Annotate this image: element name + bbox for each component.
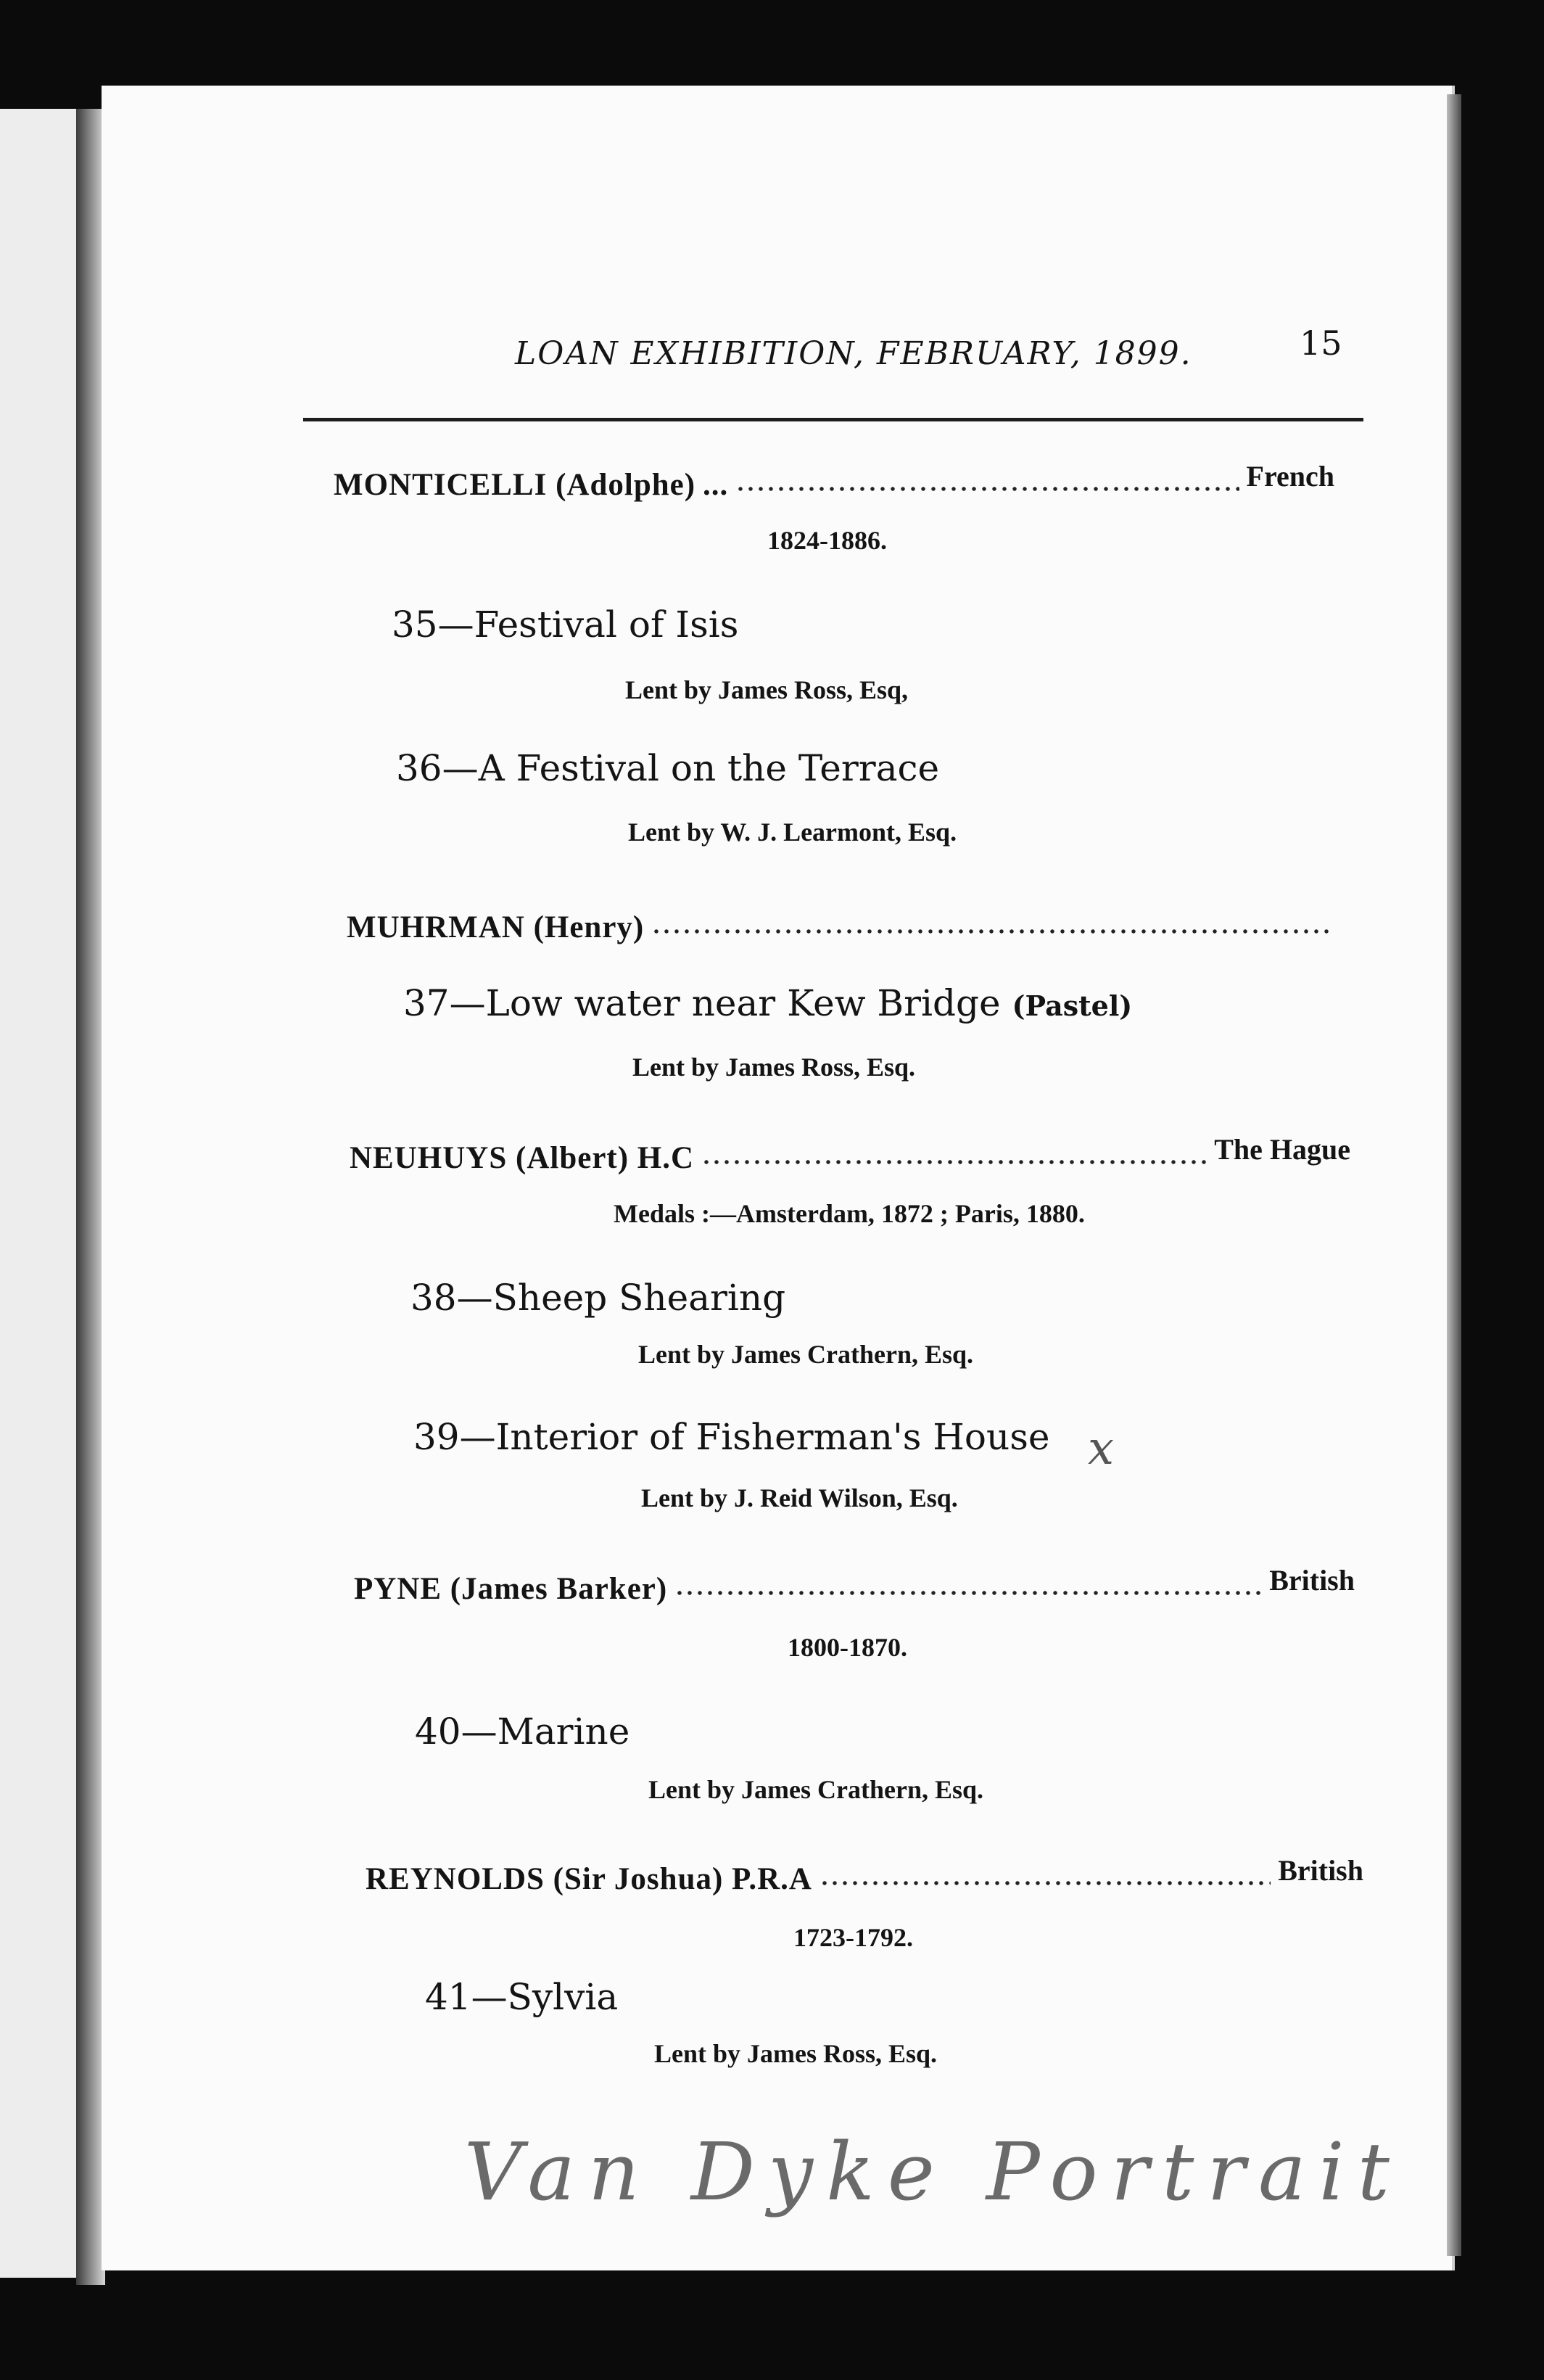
artist-name: PYNE (James Barker): [354, 1572, 668, 1606]
work-title: 41—Sylvia: [425, 1976, 619, 2018]
artist-heading: [354, 1564, 1355, 1607]
work-medium: (Pastel): [1012, 989, 1133, 1022]
dot-leader: [701, 1159, 1207, 1165]
artist-dates: 1824-1886.: [767, 526, 887, 555]
work-title: 39—Interior of Fisherman's House: [413, 1416, 1050, 1458]
artist-nationality: French: [1246, 460, 1334, 493]
artist-name: MUHRMAN (Henry): [347, 910, 645, 944]
artist-dates: 1723-1792.: [793, 1923, 913, 1952]
catalogue-page: [102, 86, 1452, 2270]
artist-nationality: British: [1278, 1854, 1363, 1887]
work-title: [403, 982, 1132, 1024]
dot-leader: [735, 486, 1239, 492]
artist-name-suffix: ...: [703, 468, 729, 502]
artist-nationality: British: [1269, 1564, 1355, 1597]
work-title: 38—Sheep Shearing: [410, 1277, 786, 1319]
artist-heading: [334, 460, 1334, 503]
work-lender: Lent by James Crathern, Esq.: [648, 1775, 984, 1804]
artist-name: NEUHUYS (Albert) H.C: [350, 1141, 695, 1175]
work-lender: Lent by James Ross, Esq.: [654, 2039, 938, 2068]
work-lender: Lent by James Crathern, Esq.: [638, 1340, 974, 1369]
artist-name: REYNOLDS (Sir Joshua) P.R.A: [366, 1862, 812, 1896]
artist-medals: Medals :—Amsterdam, 1872 ; Paris, 1880.: [614, 1199, 1085, 1228]
work-title: 40—Marine: [415, 1710, 630, 1753]
running-header: LOAN EXHIBITION, FEBRUARY, 1899.: [515, 335, 1192, 372]
work-lender: Lent by W. J. Learmont, Esq.: [628, 818, 957, 847]
artist-heading: [366, 1854, 1363, 1897]
dot-leader: [651, 928, 1333, 934]
pencil-mark: x: [1088, 1422, 1115, 1475]
work-lender: Lent by J. Reid Wilson, Esq.: [641, 1483, 958, 1512]
artist-name: MONTICELLI (Adolphe): [334, 468, 696, 502]
facing-page-edge: [0, 109, 76, 2278]
dot-leader: [674, 1590, 1262, 1596]
artist-nationality: The Hague: [1214, 1133, 1350, 1166]
work-lender: Lent by James Ross, Esq,: [625, 675, 909, 704]
work-lender: Lent by James Ross, Esq.: [632, 1053, 916, 1082]
page-number: 15: [1300, 324, 1342, 363]
page-edge-shadow: [1447, 94, 1461, 2256]
artist-dates: 1800-1870.: [788, 1633, 907, 1662]
work-title-text: 37—Low water near Kew Bridge: [403, 982, 1001, 1024]
work-title: 36—A Festival on the Terrace: [396, 747, 940, 789]
dot-leader: [820, 1880, 1271, 1886]
artist-heading: [350, 1133, 1350, 1176]
artist-heading: [347, 910, 1340, 945]
work-title: 35—Festival of Isis: [392, 604, 739, 646]
header-rule: [303, 418, 1363, 421]
book-binding: [76, 109, 105, 2285]
handwritten-note: Van Dyke Portrait: [464, 2125, 1403, 2218]
